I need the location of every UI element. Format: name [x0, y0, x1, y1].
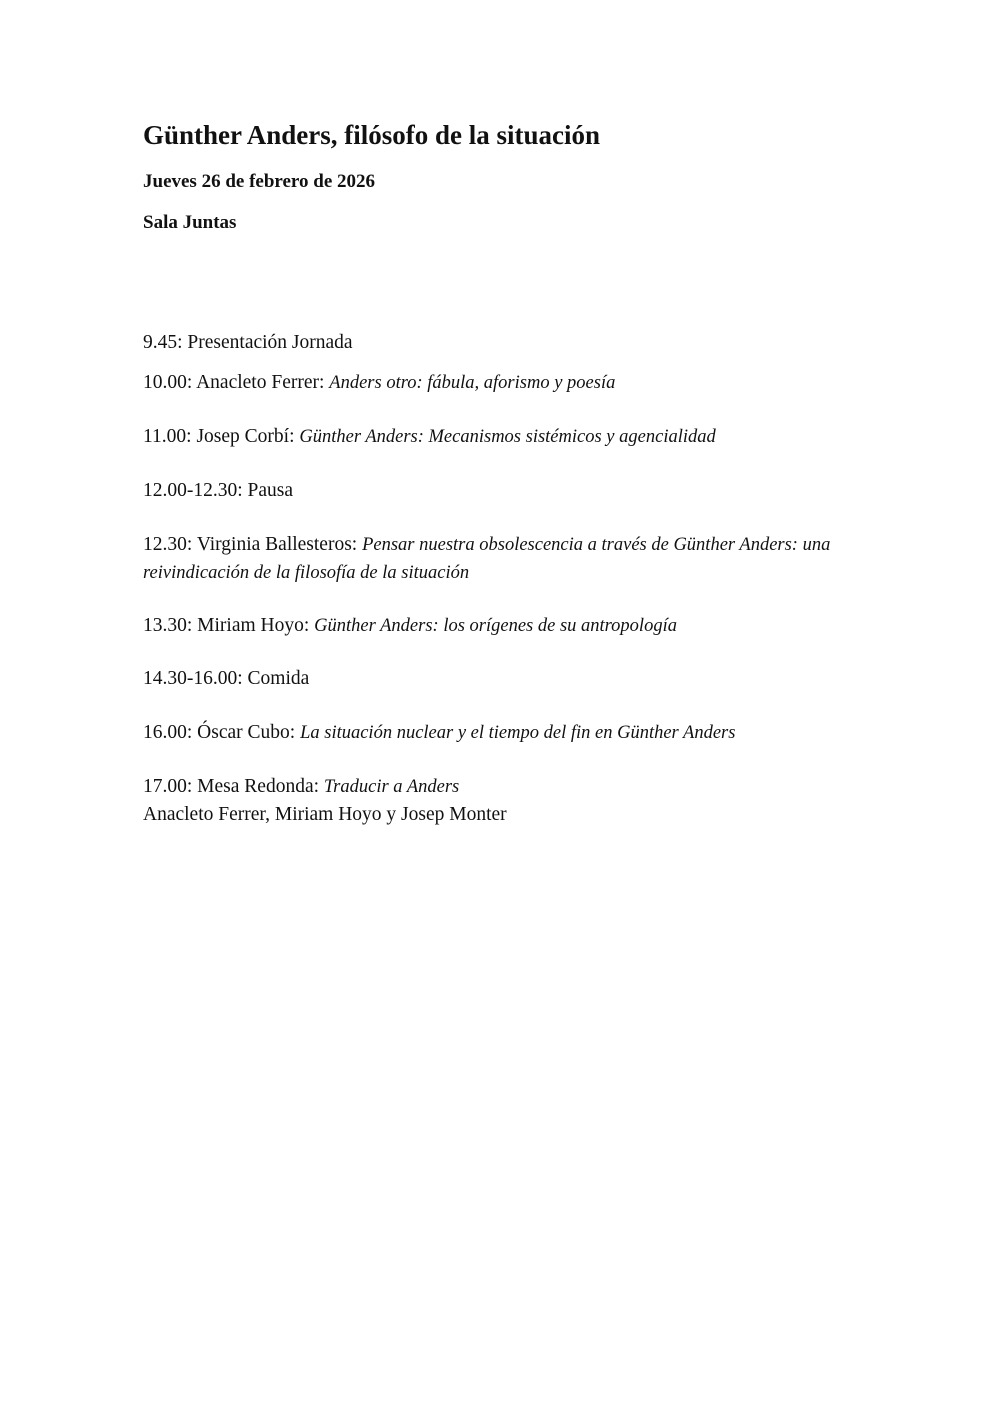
page-title: Günther Anders, filósofo de la situación	[143, 120, 601, 150]
program-item-hoyo	[143, 612, 883, 640]
program-item-lead: 12.30: Virginia Ballesteros:	[143, 534, 363, 555]
program-item-talk-title: Günther Anders: los orígenes de su antropología	[314, 616, 677, 636]
program-item-talk-title: Anders otro: fábula, aforismo y poesía	[329, 373, 616, 393]
program-item-talk-title: Pensar nuestra obsolescencia a través de Günther Anders: una reivindicación de la filosofía de la situación	[143, 535, 831, 583]
program-item-corbi	[143, 423, 883, 451]
event-date: Jueves 26 de febrero de 2026	[143, 171, 376, 192]
program-item-lead: 11.00: Josep Corbí:	[143, 426, 300, 447]
program-item-talk-title: Traducir a Anders	[323, 777, 460, 797]
program-item-break	[143, 477, 883, 504]
program-item-lead: 17.00: Mesa Redonda:	[143, 776, 324, 797]
program-item-ferrer	[143, 369, 883, 397]
program-item-talk-title: La situación nuclear y el tiempo del fin en Günther Anders	[300, 723, 736, 743]
event-room: Sala Juntas	[143, 212, 237, 233]
program-item-ballesteros	[143, 531, 883, 587]
program-item-lead: 13.30: Miriam Hoyo:	[143, 615, 315, 636]
program-item-cubo	[143, 719, 883, 747]
program-item-talk-title: Günther Anders: Mecanismos sistémicos y agencialidad	[299, 427, 716, 447]
program-item-lunch	[143, 665, 883, 692]
program-item-lead: 9.45: Presentación Jornada	[143, 332, 353, 353]
program-item-lead: 10.00: Anacleto Ferrer:	[143, 372, 330, 393]
program-item-presentation	[143, 329, 883, 356]
program-item-lead: 16.00: Óscar Cubo:	[143, 722, 301, 743]
program-item-lead: 14.30-16.00: Comida	[143, 668, 310, 689]
program-item-round-table	[143, 773, 883, 828]
program-item-lead: 12.00-12.30: Pausa	[143, 480, 294, 501]
round-table-participants: Anacleto Ferrer, Miriam Hoyo y Josep Monter	[143, 804, 507, 825]
